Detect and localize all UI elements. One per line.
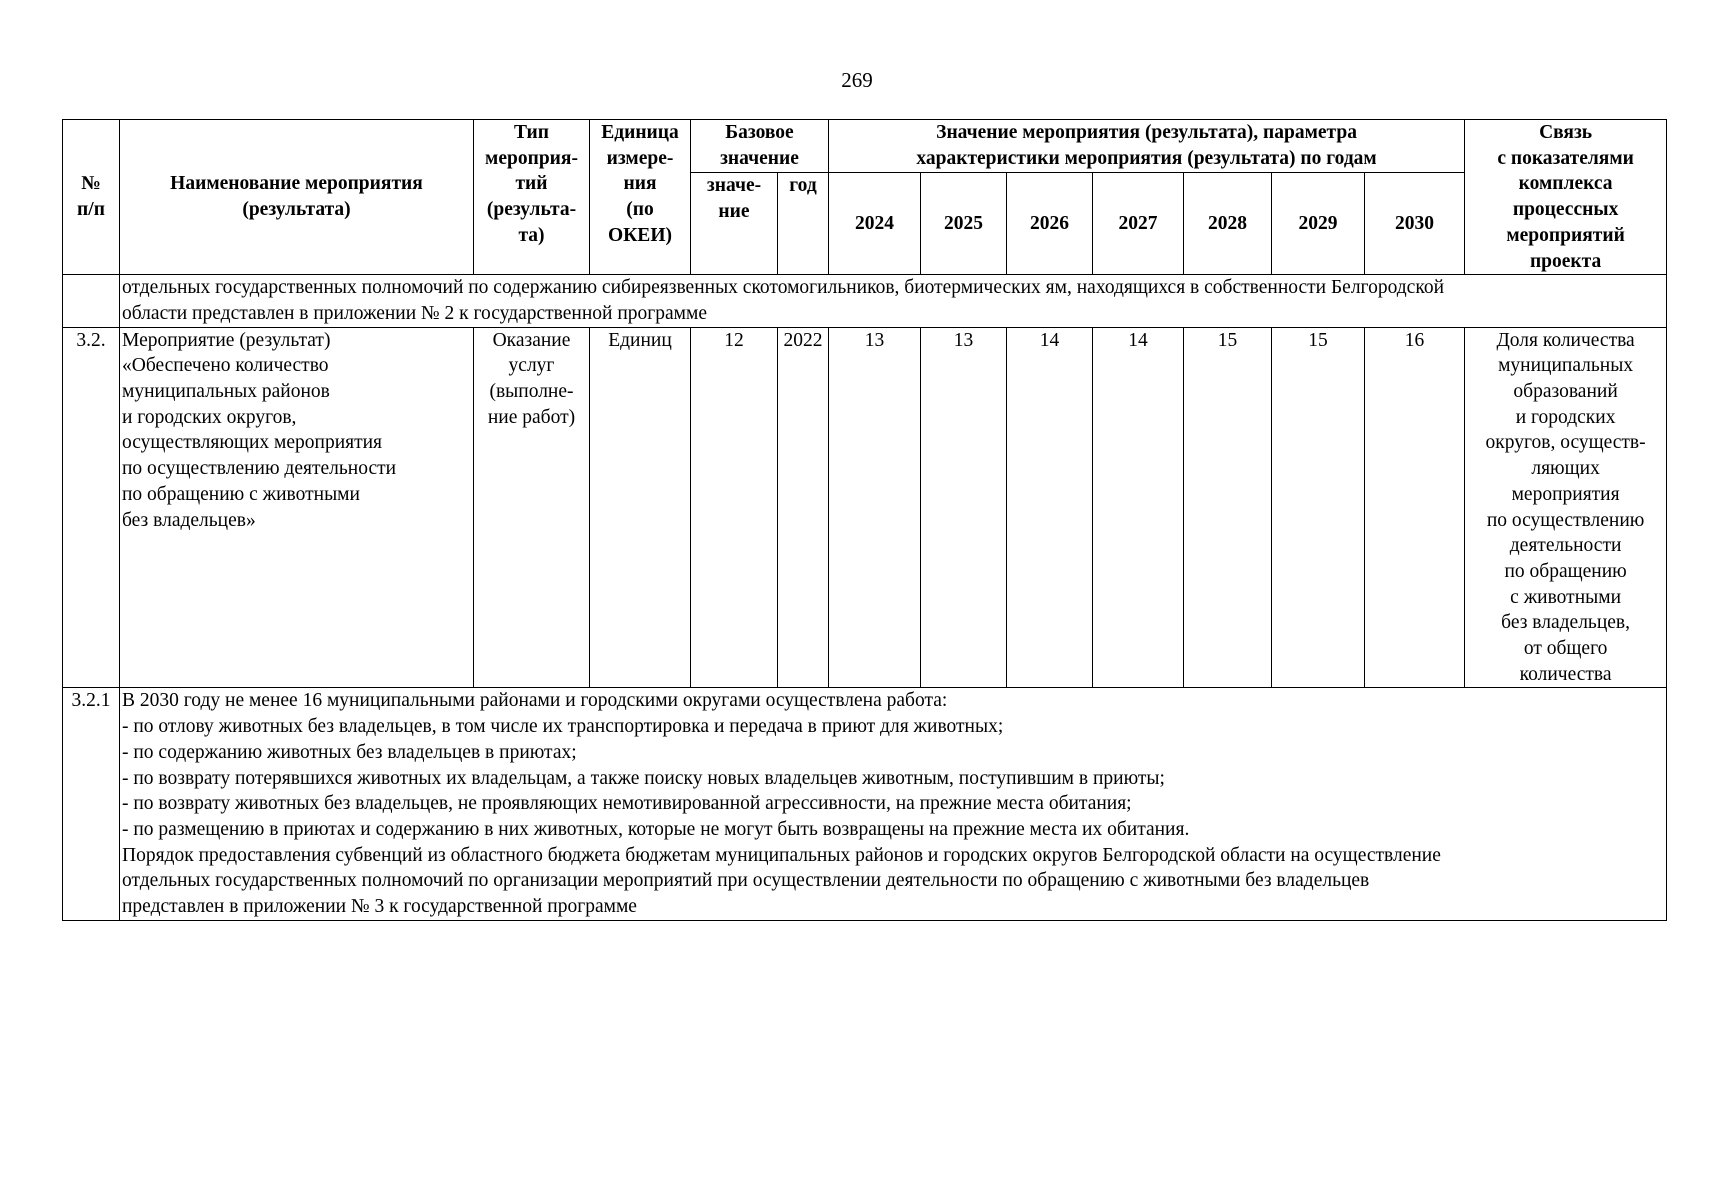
row-3-2-unit: Единиц — [590, 327, 691, 688]
table-row-3-2 — [63, 327, 1667, 688]
row-3-2-base-year: 2022 — [778, 327, 829, 688]
header-num: № п/п — [63, 120, 120, 275]
page-number: 269 — [841, 68, 873, 92]
continuation-row — [63, 275, 1667, 327]
header-base: Базовое значение — [691, 120, 829, 173]
continuation-num-cell — [63, 275, 120, 327]
header-name: Наименование мероприятия (результата) — [120, 120, 474, 275]
header-year-2030: 2030 — [1365, 173, 1465, 275]
header-year-2026: 2026 — [1007, 173, 1093, 275]
header-type: Тип мероприя- тий (результа- та) — [474, 120, 590, 275]
row-3-2-value-2024: 13 — [829, 327, 921, 688]
header-unit: Единица измере- ния (по ОКЕИ) — [590, 120, 691, 275]
row-3-2-value-2026: 14 — [1007, 327, 1093, 688]
row-3-2-value-2029: 15 — [1272, 327, 1365, 688]
header-year-2028: 2028 — [1184, 173, 1272, 275]
header-values-by-year: Значение мероприятия (результата), параметра характеристики мероприятия (результата) по годам — [829, 120, 1465, 173]
row-3-2-value-2030: 16 — [1365, 327, 1465, 688]
row-3-2-name: Мероприятие (результат) «Обеспечено количество муниципальных районов и городских округов, осуществляющих мероприятия по осуществлению деятельности по обращению с животными без владельцев» — [120, 327, 474, 688]
table-row-3-2-1 — [63, 688, 1667, 920]
row-3-2-1-num: 3.2.1 — [63, 688, 120, 920]
header-year-2029: 2029 — [1272, 173, 1365, 275]
header-base-year: год — [778, 173, 829, 275]
row-3-2-value-2028: 15 — [1184, 327, 1272, 688]
row-3-2-type: Оказание услуг (выполне- ние работ) — [474, 327, 590, 688]
header-row-1 — [63, 120, 1667, 173]
header-base-value: значе- ние — [691, 173, 778, 275]
header-year-2025: 2025 — [921, 173, 1007, 275]
row-3-2-base-value: 12 — [691, 327, 778, 688]
header-year-2027: 2027 — [1093, 173, 1184, 275]
header-year-2024: 2024 — [829, 173, 921, 275]
measures-table — [62, 119, 1667, 921]
row-3-2-1-text: В 2030 году не менее 16 муниципальными районами и городскими округами осуществлена работа: - по отлову животных без владельцев, в том числе их транспортировка и передача в приют для животных; - по содержанию животных без владельцев в приютах; - по возврату потерявшихся животных их владельцам, а также поиску новых владельцев животным, поступившим в приюты; - по возврату животных без владельцев, не проявляющих немотивированной агрессивности, на прежние места обитания; - по размещению в приютах и содержанию в них животных, которые не могут быть возвращены на прежние места их обитания. Порядок предоставления субвенций из областного бюджета бюджетам муниципальных районов и городских округов Белгородской области на осуществление отдельных государственных полномочий по организации мероприятий при осуществлении деятельности по обращению с животными без владельцев представлен в приложении № 3 к государственной программе — [120, 688, 1667, 920]
header-link: Связь с показателями комплекса процессных мероприятий проекта — [1465, 120, 1667, 275]
row-3-2-num: 3.2. — [63, 327, 120, 688]
row-3-2-value-2025: 13 — [921, 327, 1007, 688]
continuation-text: отдельных государственных полномочий по содержанию сибиреязвенных скотомогильников, биотермических ям, находящихся в собственности Белгородской области представлен в приложении № 2 к государственной программе — [120, 275, 1667, 327]
row-3-2-value-2027: 14 — [1093, 327, 1184, 688]
row-3-2-link: Доля количества муниципальных образований и городских округов, осуществ- ляющих мероприятия по осуществлению деятельности по обращению с животными без владельцев, от общего количества — [1465, 327, 1667, 688]
